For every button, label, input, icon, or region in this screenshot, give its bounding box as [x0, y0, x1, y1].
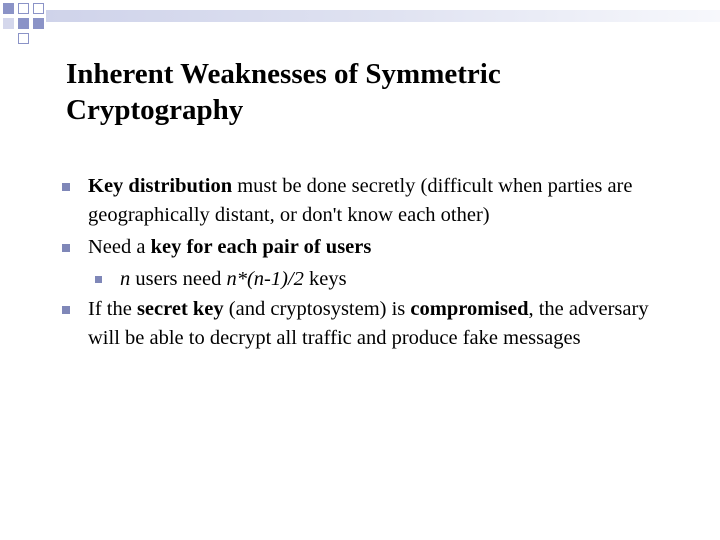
bullet-list [62, 172, 662, 356]
bullet-text: users need [130, 268, 227, 290]
header-fade-bar [46, 10, 720, 22]
square-bullet-icon [62, 306, 70, 314]
decor-square [3, 18, 14, 29]
title-line-1: Inherent Weaknesses of Symmetric [66, 58, 501, 90]
decor-square [18, 18, 29, 29]
sub-bullet-key-count [62, 265, 662, 294]
bullet-text: If the [88, 298, 137, 320]
bullet-bold-text: Key distribution [88, 175, 233, 197]
decor-square [18, 33, 29, 44]
italic-text: n [120, 268, 131, 290]
decor-square [3, 3, 14, 14]
bullet-text: must be done secretly (difficult when parties are geographically distant, or don't know each other) [88, 175, 633, 226]
square-bullet-icon [95, 276, 102, 283]
decor-square [33, 3, 44, 14]
formula-text: n*(n-1)/2 [226, 268, 304, 290]
bullet-key-per-pair [62, 233, 662, 262]
bullet-bold-text: compromised [410, 298, 529, 320]
square-bullet-icon [62, 244, 70, 252]
header-decoration [0, 0, 720, 40]
bullet-text: keys [303, 268, 347, 290]
square-bullet-icon [62, 183, 70, 191]
bullet-bold-text: key for each pair of users [150, 236, 372, 258]
bullet-text: Need a [88, 236, 151, 258]
bullet-text: (and cryptosystem) is [223, 298, 411, 320]
title-line-2: Cryptography [66, 94, 244, 126]
bullet-key-distribution [62, 172, 662, 230]
bullet-bold-text: secret key [136, 298, 224, 320]
decor-square [18, 3, 29, 14]
bullet-compromise [62, 295, 662, 353]
decor-square [33, 18, 44, 29]
bullet-text: , the adversary will be able to decrypt all traffic and produce fake messages [88, 298, 649, 349]
slide-title [66, 56, 666, 128]
